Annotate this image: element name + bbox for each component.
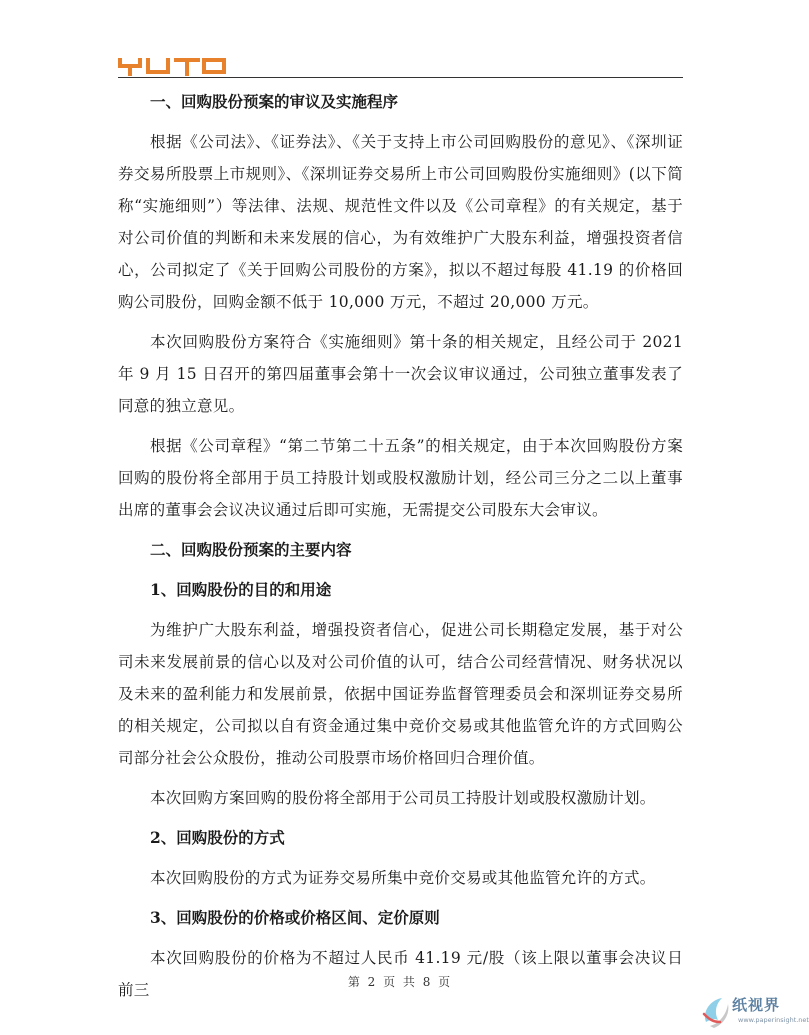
paragraph: 根据《公司章程》“第二节第二十五条”的相关规定，由于本次回购股份方案回购的股份将全部用于员工持股计划或股权激励计划，经公司三分之二以上董事出席的董事会会议决议通过后即可实施，无需提交公司股东大会审议。 <box>118 437 683 519</box>
paragraph: 本次回购方案回购的股份将全部用于公司员工持股计划或股权激励计划。 <box>150 789 656 807</box>
paragraph: 根据《公司法》、《证券法》、《关于支持上市公司回购股份的意见》、《深圳证券交易所股票上市规则》、《深圳证券交易所上市公司回购股份实施细则》(以下简称“实施细则”）等法律、法规、规范性文件以及《公司章程》的有关规定，基于对公司价值的判断和未来发展的信心，为有效维护广大股东利益，增强投资者信心，公司拟定了《关于回购公司股份的方案》，拟以不超过每股 41.19 的价格回购公司股份，回购金额不低于 10,000 万元，不超过 20,000 万元。 <box>118 133 683 311</box>
watermark-url: www.paperinsight.net <box>738 1016 809 1024</box>
paragraph: 本次回购股份方案符合《实施细则》第十条的相关规定，且经公司于 2021 年 9 月 15 日召开的第四届董事会第十一次会议审议通过，公司独立董事发表了同意的独立意见。 <box>118 333 683 415</box>
paragraph: 本次回购股份的价格为不超过人民币 41.19 元/股（该上限以董事会决议日前三 <box>118 949 683 999</box>
paper-swirl-icon <box>700 992 734 1030</box>
yuto-logo <box>118 54 228 78</box>
section-heading: 一、回购股份预案的审议及实施程序 <box>150 92 399 111</box>
paragraph: 本次回购股份的方式为证券交易所集中竞价交易或其他监管允许的方式。 <box>150 869 656 887</box>
header-rule <box>118 77 683 78</box>
subsection-heading: 1、回购股份的目的和用途 <box>150 580 332 599</box>
subsection-heading: 3、回购股份的价格或价格区间、定价原则 <box>150 908 440 927</box>
document-body <box>118 86 683 1006</box>
page-number: 第 2 页 共 8 页 <box>347 975 453 989</box>
subsection-heading: 2、回购股份的方式 <box>150 828 285 847</box>
paragraph: 为维护广大股东利益，增强投资者信心，促进公司长期稳定发展，基于对公司未来发展前景的信心以及对公司价值的认可，结合公司经营情况、财务状况以及未来的盈利能力和发展前景，依据中国证券监督管理委员会和深圳证券交易所的相关规定，公司拟以自有资金通过集中竞价交易或其他监管允许的方式回购公司部分社会公众股份，推动公司股票市场价格回归合理价值。 <box>118 621 683 767</box>
watermark-text: 纸视界 <box>732 996 781 1014</box>
section-heading: 二、回购股份预案的主要内容 <box>150 540 352 559</box>
watermark <box>700 992 809 1032</box>
